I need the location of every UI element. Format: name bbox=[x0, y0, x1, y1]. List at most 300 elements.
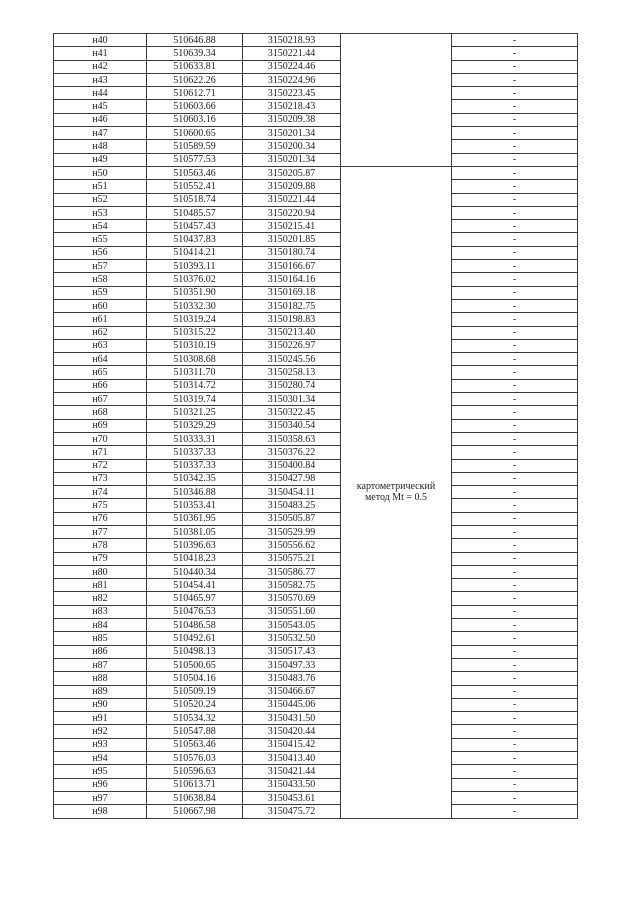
coordinate-y-cell: 3150221.44 bbox=[243, 193, 341, 206]
coordinate-y-cell: 3150218.93 bbox=[243, 34, 341, 47]
point-name-cell: н44 bbox=[54, 87, 147, 100]
coordinate-x-cell: 510633.81 bbox=[147, 60, 243, 73]
point-name-cell: н89 bbox=[54, 685, 147, 698]
table-row bbox=[54, 260, 578, 273]
coordinates-table-body bbox=[54, 34, 578, 819]
coordinate-x-cell: 510486.58 bbox=[147, 619, 243, 632]
accuracy-value-cell: - bbox=[452, 87, 578, 100]
table-row bbox=[54, 406, 578, 419]
coordinate-x-cell: 510440.34 bbox=[147, 565, 243, 578]
coordinate-x-cell: 510576.03 bbox=[147, 752, 243, 765]
coordinate-y-cell: 3150340.54 bbox=[243, 419, 341, 432]
coordinate-x-cell: 510396.63 bbox=[147, 539, 243, 552]
accuracy-value-cell: - bbox=[452, 313, 578, 326]
point-name-cell: н42 bbox=[54, 60, 147, 73]
point-name-cell: н92 bbox=[54, 725, 147, 738]
coordinate-y-cell: 3150164.16 bbox=[243, 273, 341, 286]
point-name-cell: н73 bbox=[54, 472, 147, 485]
coordinate-x-cell: 510351.90 bbox=[147, 286, 243, 299]
coordinate-y-cell: 3150220.94 bbox=[243, 206, 341, 219]
accuracy-value-cell: - bbox=[452, 73, 578, 86]
coordinate-y-cell: 3150551.60 bbox=[243, 605, 341, 618]
point-name-cell: н46 bbox=[54, 113, 147, 126]
table-row bbox=[54, 379, 578, 392]
point-name-cell: н65 bbox=[54, 366, 147, 379]
point-name-cell: н91 bbox=[54, 712, 147, 725]
coordinate-x-cell: 510509.19 bbox=[147, 685, 243, 698]
accuracy-value-cell: - bbox=[452, 446, 578, 459]
coordinate-x-cell: 510600.65 bbox=[147, 127, 243, 140]
table-row bbox=[54, 100, 578, 113]
accuracy-value-cell: - bbox=[452, 619, 578, 632]
coordinate-x-cell: 510492.61 bbox=[147, 632, 243, 645]
accuracy-value-cell: - bbox=[452, 791, 578, 804]
point-name-cell: н59 bbox=[54, 286, 147, 299]
coordinate-y-cell: 3150322.45 bbox=[243, 406, 341, 419]
coordinate-y-cell: 3150218.43 bbox=[243, 100, 341, 113]
accuracy-value-cell: - bbox=[452, 539, 578, 552]
coordinate-x-cell: 510319.74 bbox=[147, 393, 243, 406]
table-row bbox=[54, 791, 578, 804]
coordinate-x-cell: 510418.23 bbox=[147, 552, 243, 565]
accuracy-value-cell: - bbox=[452, 512, 578, 525]
point-name-cell: н82 bbox=[54, 592, 147, 605]
coordinate-x-cell: 510534.32 bbox=[147, 712, 243, 725]
coordinate-y-cell: 3150575.21 bbox=[243, 552, 341, 565]
coordinate-x-cell: 510465.97 bbox=[147, 592, 243, 605]
coordinate-x-cell: 510353.41 bbox=[147, 499, 243, 512]
coordinate-x-cell: 510314.72 bbox=[147, 379, 243, 392]
coordinate-x-cell: 510500.65 bbox=[147, 658, 243, 671]
accuracy-value-cell: - bbox=[452, 34, 578, 47]
table-row bbox=[54, 87, 578, 100]
coordinate-x-cell: 510337.33 bbox=[147, 459, 243, 472]
coordinate-x-cell: 510457.43 bbox=[147, 220, 243, 233]
coordinate-x-cell: 510504.16 bbox=[147, 672, 243, 685]
point-name-cell: н88 bbox=[54, 672, 147, 685]
coordinate-x-cell: 510437.83 bbox=[147, 233, 243, 246]
table-row bbox=[54, 472, 578, 485]
coordinate-y-cell: 3150221.44 bbox=[243, 47, 341, 60]
table-row bbox=[54, 286, 578, 299]
table-row bbox=[54, 313, 578, 326]
table-row bbox=[54, 34, 578, 47]
table-row bbox=[54, 153, 578, 166]
table-row bbox=[54, 47, 578, 60]
accuracy-value-cell: - bbox=[452, 738, 578, 751]
coordinate-y-cell: 3150517.43 bbox=[243, 645, 341, 658]
coordinate-y-cell: 3150543.05 bbox=[243, 619, 341, 632]
table-row bbox=[54, 805, 578, 818]
accuracy-value-cell: - bbox=[452, 140, 578, 153]
table-row bbox=[54, 220, 578, 233]
coordinate-x-cell: 510321.25 bbox=[147, 406, 243, 419]
method-cell-empty bbox=[341, 34, 452, 167]
table-row bbox=[54, 180, 578, 193]
point-name-cell: н51 bbox=[54, 180, 147, 193]
table-row bbox=[54, 140, 578, 153]
coordinate-y-cell: 3150301.34 bbox=[243, 393, 341, 406]
point-name-cell: н84 bbox=[54, 619, 147, 632]
point-name-cell: н77 bbox=[54, 525, 147, 538]
coordinate-y-cell: 3150201.85 bbox=[243, 233, 341, 246]
table-row bbox=[54, 565, 578, 578]
coordinate-y-cell: 3150215.41 bbox=[243, 220, 341, 233]
table-row bbox=[54, 752, 578, 765]
point-name-cell: н79 bbox=[54, 552, 147, 565]
table-row bbox=[54, 539, 578, 552]
coordinate-x-cell: 510603.16 bbox=[147, 113, 243, 126]
accuracy-value-cell: - bbox=[452, 166, 578, 179]
table-row bbox=[54, 486, 578, 499]
coordinate-x-cell: 510381.05 bbox=[147, 525, 243, 538]
coordinate-x-cell: 510638.84 bbox=[147, 791, 243, 804]
coordinate-y-cell: 3150413.40 bbox=[243, 752, 341, 765]
coordinate-y-cell: 3150505.87 bbox=[243, 512, 341, 525]
accuracy-value-cell: - bbox=[452, 273, 578, 286]
accuracy-value-cell: - bbox=[452, 565, 578, 578]
table-row bbox=[54, 525, 578, 538]
point-name-cell: н68 bbox=[54, 406, 147, 419]
coordinate-y-cell: 3150280.74 bbox=[243, 379, 341, 392]
point-name-cell: н70 bbox=[54, 432, 147, 445]
coordinate-y-cell: 3150180.74 bbox=[243, 246, 341, 259]
coordinate-y-cell: 3150529.99 bbox=[243, 525, 341, 538]
point-name-cell: н83 bbox=[54, 605, 147, 618]
accuracy-value-cell: - bbox=[452, 60, 578, 73]
table-row bbox=[54, 712, 578, 725]
point-name-cell: н53 bbox=[54, 206, 147, 219]
coordinate-y-cell: 3150182.75 bbox=[243, 299, 341, 312]
table-row bbox=[54, 579, 578, 592]
accuracy-value-cell: - bbox=[452, 206, 578, 219]
table-row bbox=[54, 273, 578, 286]
point-name-cell: н57 bbox=[54, 260, 147, 273]
coordinate-x-cell: 510311.70 bbox=[147, 366, 243, 379]
accuracy-value-cell: - bbox=[452, 486, 578, 499]
coordinate-y-cell: 3150201.34 bbox=[243, 153, 341, 166]
coordinate-y-cell: 3150586.77 bbox=[243, 565, 341, 578]
coordinate-y-cell: 3150376.22 bbox=[243, 446, 341, 459]
point-name-cell: н47 bbox=[54, 127, 147, 140]
accuracy-value-cell: - bbox=[452, 472, 578, 485]
table-row bbox=[54, 432, 578, 445]
coordinate-y-cell: 3150570.69 bbox=[243, 592, 341, 605]
point-name-cell: н54 bbox=[54, 220, 147, 233]
coordinate-y-cell: 3150556.62 bbox=[243, 539, 341, 552]
table-row bbox=[54, 233, 578, 246]
coordinate-x-cell: 510332.30 bbox=[147, 299, 243, 312]
point-name-cell: н67 bbox=[54, 393, 147, 406]
coordinate-y-cell: 3150258.13 bbox=[243, 366, 341, 379]
coordinate-y-cell: 3150166.67 bbox=[243, 260, 341, 273]
point-name-cell: н72 bbox=[54, 459, 147, 472]
coordinate-y-cell: 3150445.06 bbox=[243, 698, 341, 711]
table-row bbox=[54, 645, 578, 658]
point-name-cell: н69 bbox=[54, 419, 147, 432]
accuracy-value-cell: - bbox=[452, 499, 578, 512]
coordinate-x-cell: 510646.88 bbox=[147, 34, 243, 47]
coordinate-x-cell: 510414.21 bbox=[147, 246, 243, 259]
coordinate-y-cell: 3150245.56 bbox=[243, 353, 341, 366]
accuracy-value-cell: - bbox=[452, 233, 578, 246]
coordinate-y-cell: 3150415.42 bbox=[243, 738, 341, 751]
coordinate-x-cell: 510596.63 bbox=[147, 765, 243, 778]
point-name-cell: н95 bbox=[54, 765, 147, 778]
table-row bbox=[54, 299, 578, 312]
coordinate-y-cell: 3150224.96 bbox=[243, 73, 341, 86]
point-name-cell: н58 bbox=[54, 273, 147, 286]
coordinate-y-cell: 3150201.34 bbox=[243, 127, 341, 140]
point-name-cell: н80 bbox=[54, 565, 147, 578]
coordinate-y-cell: 3150226.97 bbox=[243, 339, 341, 352]
coordinate-y-cell: 3150224.46 bbox=[243, 60, 341, 73]
coordinate-y-cell: 3150400.84 bbox=[243, 459, 341, 472]
point-name-cell: н43 bbox=[54, 73, 147, 86]
coordinate-x-cell: 510622.26 bbox=[147, 73, 243, 86]
table-row bbox=[54, 685, 578, 698]
coordinate-y-cell: 3150431.50 bbox=[243, 712, 341, 725]
coordinate-x-cell: 510376.02 bbox=[147, 273, 243, 286]
accuracy-value-cell: - bbox=[452, 592, 578, 605]
coordinate-y-cell: 3150223.45 bbox=[243, 87, 341, 100]
point-name-cell: н40 bbox=[54, 34, 147, 47]
point-name-cell: н52 bbox=[54, 193, 147, 206]
coordinate-x-cell: 510342.35 bbox=[147, 472, 243, 485]
point-name-cell: н71 bbox=[54, 446, 147, 459]
point-name-cell: н48 bbox=[54, 140, 147, 153]
coordinate-x-cell: 510612.71 bbox=[147, 87, 243, 100]
accuracy-value-cell: - bbox=[452, 552, 578, 565]
table-row bbox=[54, 619, 578, 632]
accuracy-value-cell: - bbox=[452, 632, 578, 645]
accuracy-value-cell: - bbox=[452, 579, 578, 592]
accuracy-value-cell: - bbox=[452, 326, 578, 339]
point-name-cell: н87 bbox=[54, 658, 147, 671]
accuracy-value-cell: - bbox=[452, 672, 578, 685]
coordinate-x-cell: 510308.68 bbox=[147, 353, 243, 366]
coordinate-x-cell: 510498.13 bbox=[147, 645, 243, 658]
coordinate-y-cell: 3150198.83 bbox=[243, 313, 341, 326]
coordinates-table bbox=[53, 33, 578, 819]
table-row bbox=[54, 246, 578, 259]
accuracy-value-cell: - bbox=[452, 685, 578, 698]
method-label: картометрический bbox=[356, 481, 436, 493]
coordinate-x-cell: 510393.11 bbox=[147, 260, 243, 273]
table-row bbox=[54, 339, 578, 352]
accuracy-value-cell: - bbox=[452, 193, 578, 206]
table-row bbox=[54, 166, 578, 179]
accuracy-value-cell: - bbox=[452, 260, 578, 273]
coordinate-x-cell: 510518.74 bbox=[147, 193, 243, 206]
accuracy-value-cell: - bbox=[452, 113, 578, 126]
point-name-cell: н49 bbox=[54, 153, 147, 166]
accuracy-value-cell: - bbox=[452, 339, 578, 352]
coordinate-y-cell: 3150454.11 bbox=[243, 486, 341, 499]
accuracy-value-cell: - bbox=[452, 778, 578, 791]
table-row bbox=[54, 113, 578, 126]
point-name-cell: н66 bbox=[54, 379, 147, 392]
coordinate-y-cell: 3150169.18 bbox=[243, 286, 341, 299]
point-name-cell: н64 bbox=[54, 353, 147, 366]
accuracy-value-cell: - bbox=[452, 658, 578, 671]
coordinate-y-cell: 3150433.50 bbox=[243, 778, 341, 791]
point-name-cell: н86 bbox=[54, 645, 147, 658]
accuracy-value-cell: - bbox=[452, 299, 578, 312]
accuracy-value-cell: - bbox=[452, 353, 578, 366]
coordinate-y-cell: 3150466.67 bbox=[243, 685, 341, 698]
coordinate-x-cell: 510476.53 bbox=[147, 605, 243, 618]
table-row bbox=[54, 698, 578, 711]
coordinate-x-cell: 510310.19 bbox=[147, 339, 243, 352]
coordinate-x-cell: 510667.98 bbox=[147, 805, 243, 818]
coordinate-x-cell: 510329.29 bbox=[147, 419, 243, 432]
coordinate-y-cell: 3150421.44 bbox=[243, 765, 341, 778]
table-row bbox=[54, 193, 578, 206]
coordinate-x-cell: 510563.46 bbox=[147, 738, 243, 751]
coordinate-x-cell: 510454.41 bbox=[147, 579, 243, 592]
coordinate-y-cell: 3150420.44 bbox=[243, 725, 341, 738]
coordinate-x-cell: 510485.57 bbox=[147, 206, 243, 219]
accuracy-value-cell: - bbox=[452, 286, 578, 299]
accuracy-value-cell: - bbox=[452, 725, 578, 738]
accuracy-value-cell: - bbox=[452, 366, 578, 379]
point-name-cell: н94 bbox=[54, 752, 147, 765]
coordinate-y-cell: 3150200.34 bbox=[243, 140, 341, 153]
accuracy-value-cell: - bbox=[452, 805, 578, 818]
table-row bbox=[54, 632, 578, 645]
point-name-cell: н85 bbox=[54, 632, 147, 645]
table-row bbox=[54, 326, 578, 339]
coordinate-x-cell: 510639.34 bbox=[147, 47, 243, 60]
table-row bbox=[54, 765, 578, 778]
coordinate-x-cell: 510613.71 bbox=[147, 778, 243, 791]
point-name-cell: н61 bbox=[54, 313, 147, 326]
point-name-cell: н90 bbox=[54, 698, 147, 711]
table-row bbox=[54, 366, 578, 379]
coordinate-x-cell: 510361.95 bbox=[147, 512, 243, 525]
accuracy-value-cell: - bbox=[452, 100, 578, 113]
table-row bbox=[54, 605, 578, 618]
coordinate-x-cell: 510603.66 bbox=[147, 100, 243, 113]
point-name-cell: н55 bbox=[54, 233, 147, 246]
table-row bbox=[54, 353, 578, 366]
accuracy-value-cell: - bbox=[452, 220, 578, 233]
accuracy-value-cell: - bbox=[452, 379, 578, 392]
point-name-cell: н78 bbox=[54, 539, 147, 552]
coordinate-x-cell: 510589.59 bbox=[147, 140, 243, 153]
table-row bbox=[54, 206, 578, 219]
accuracy-value-cell: - bbox=[452, 419, 578, 432]
coordinate-x-cell: 510552.41 bbox=[147, 180, 243, 193]
coordinate-y-cell: 3150209.38 bbox=[243, 113, 341, 126]
point-name-cell: н50 bbox=[54, 166, 147, 179]
coordinate-x-cell: 510319.24 bbox=[147, 313, 243, 326]
table-row bbox=[54, 499, 578, 512]
method-cell bbox=[341, 166, 452, 818]
accuracy-value-cell: - bbox=[452, 180, 578, 193]
point-name-cell: н96 bbox=[54, 778, 147, 791]
point-name-cell: н62 bbox=[54, 326, 147, 339]
coordinate-x-cell: 510577.53 bbox=[147, 153, 243, 166]
point-name-cell: н45 bbox=[54, 100, 147, 113]
coordinate-y-cell: 3150475.72 bbox=[243, 805, 341, 818]
coordinate-y-cell: 3150453.61 bbox=[243, 791, 341, 804]
accuracy-value-cell: - bbox=[452, 712, 578, 725]
coordinate-x-cell: 510315.22 bbox=[147, 326, 243, 339]
table-row bbox=[54, 512, 578, 525]
table-row bbox=[54, 73, 578, 86]
coordinate-y-cell: 3150358.63 bbox=[243, 432, 341, 445]
accuracy-value-cell: - bbox=[452, 393, 578, 406]
accuracy-value-cell: - bbox=[452, 127, 578, 140]
point-name-cell: н75 bbox=[54, 499, 147, 512]
table-row bbox=[54, 459, 578, 472]
coordinate-y-cell: 3150209.88 bbox=[243, 180, 341, 193]
point-name-cell: н41 bbox=[54, 47, 147, 60]
table-row bbox=[54, 446, 578, 459]
accuracy-value-cell: - bbox=[452, 432, 578, 445]
table-row bbox=[54, 60, 578, 73]
coordinate-y-cell: 3150213.40 bbox=[243, 326, 341, 339]
accuracy-value-cell: - bbox=[452, 525, 578, 538]
coordinate-y-cell: 3150483.25 bbox=[243, 499, 341, 512]
coordinate-y-cell: 3150483.76 bbox=[243, 672, 341, 685]
point-name-cell: н97 bbox=[54, 791, 147, 804]
coordinate-y-cell: 3150582.75 bbox=[243, 579, 341, 592]
accuracy-value-cell: - bbox=[452, 406, 578, 419]
table-row bbox=[54, 127, 578, 140]
coordinate-x-cell: 510520.24 bbox=[147, 698, 243, 711]
table-row bbox=[54, 738, 578, 751]
table-row bbox=[54, 592, 578, 605]
point-name-cell: н63 bbox=[54, 339, 147, 352]
accuracy-value-cell: - bbox=[452, 47, 578, 60]
accuracy-value-cell: - bbox=[452, 246, 578, 259]
coordinate-x-cell: 510563.46 bbox=[147, 166, 243, 179]
point-name-cell: н81 bbox=[54, 579, 147, 592]
coordinate-x-cell: 510337.33 bbox=[147, 446, 243, 459]
point-name-cell: н76 bbox=[54, 512, 147, 525]
accuracy-value-cell: - bbox=[452, 459, 578, 472]
accuracy-value-cell: - bbox=[452, 645, 578, 658]
table-row bbox=[54, 778, 578, 791]
point-name-cell: н74 bbox=[54, 486, 147, 499]
coordinate-y-cell: 3150497.33 bbox=[243, 658, 341, 671]
coordinate-x-cell: 510346.88 bbox=[147, 486, 243, 499]
table-row bbox=[54, 725, 578, 738]
coordinate-x-cell: 510547.88 bbox=[147, 725, 243, 738]
accuracy-value-cell: - bbox=[452, 153, 578, 166]
accuracy-value-cell: - bbox=[452, 698, 578, 711]
table-row bbox=[54, 419, 578, 432]
table-row bbox=[54, 658, 578, 671]
point-name-cell: н56 bbox=[54, 246, 147, 259]
table-row bbox=[54, 672, 578, 685]
accuracy-value-cell: - bbox=[452, 605, 578, 618]
table-row bbox=[54, 552, 578, 565]
coordinate-y-cell: 3150205.87 bbox=[243, 166, 341, 179]
coordinate-y-cell: 3150532.50 bbox=[243, 632, 341, 645]
accuracy-value-cell: - bbox=[452, 765, 578, 778]
point-name-cell: н60 bbox=[54, 299, 147, 312]
coordinate-y-cell: 3150427.98 bbox=[243, 472, 341, 485]
method-accuracy: метод Mt = 0.5 bbox=[364, 492, 428, 504]
coordinate-x-cell: 510333.31 bbox=[147, 432, 243, 445]
point-name-cell: н98 bbox=[54, 805, 147, 818]
accuracy-value-cell: - bbox=[452, 752, 578, 765]
point-name-cell: н93 bbox=[54, 738, 147, 751]
